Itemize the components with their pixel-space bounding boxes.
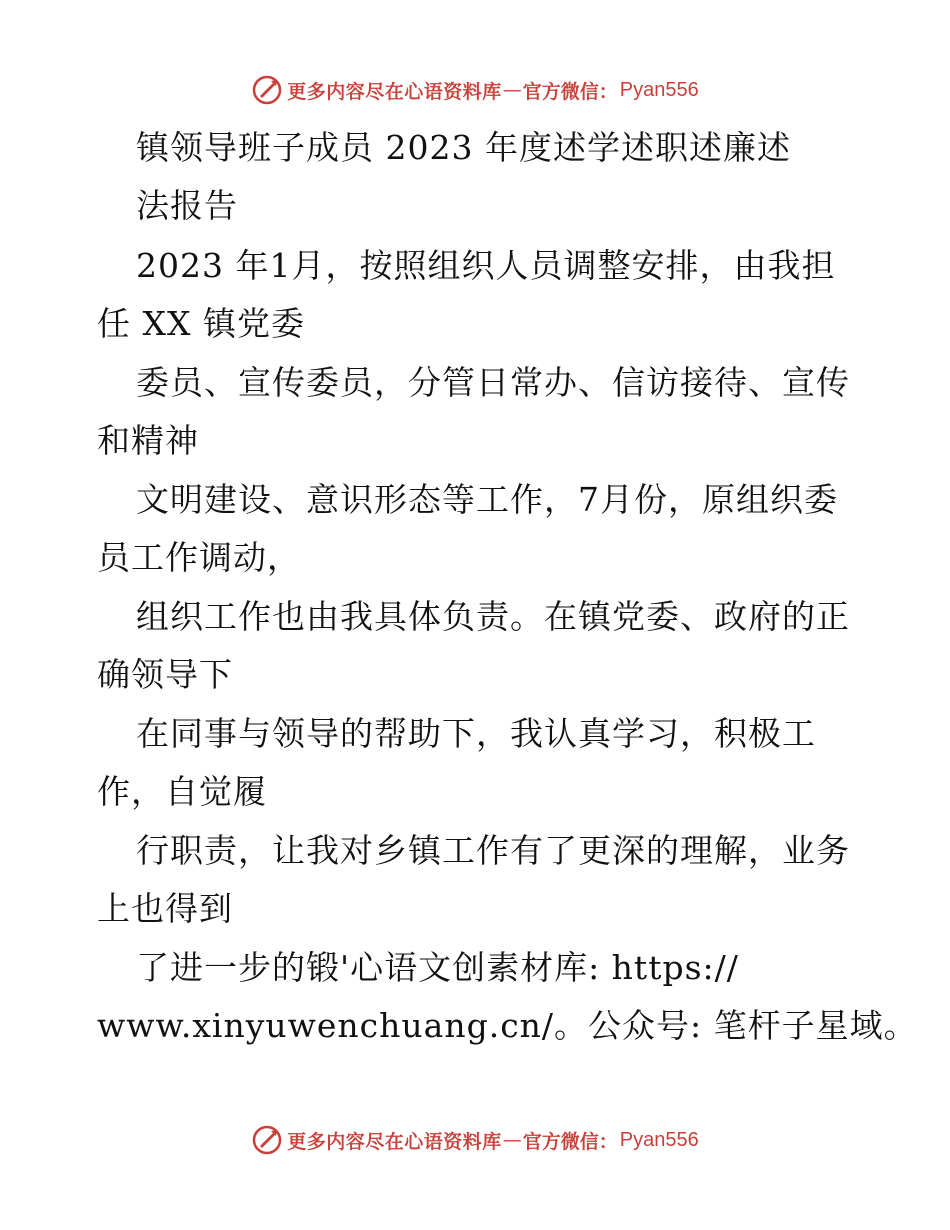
banner-wechat-id: Pyan556: [619, 78, 699, 101]
banner-label: 官方微信：: [522, 1130, 618, 1153]
paragraph-line: 了进一步的锻'心语文创素材库: https://: [136, 948, 739, 987]
paragraph-line: 上也得到: [97, 889, 233, 928]
paragraph-line: 行职责，让我对乡镇工作有了更深的理解，业务: [136, 831, 850, 870]
paragraph-line: 文明建设、意识形态等工作，7月份，原组织委: [136, 480, 838, 519]
banner-main-text: 更多内容尽在心语资料库: [287, 1130, 502, 1153]
title-line-1: 镇领导班子成员 2023 年度述学述职述廉述: [136, 128, 791, 167]
paragraph-line: 2023 年1月，按照组织人员调整安排，由我担: [136, 246, 836, 285]
paragraph-line: 任 XX 镇党委: [97, 304, 305, 343]
paragraph-line: 确领导下: [97, 655, 233, 694]
paragraph-line: 作，自觉履: [97, 772, 267, 811]
footer-banner: [0, 1120, 950, 1160]
paragraph-line: 组织工作也由我具体负责。在镇党委、政府的正: [136, 597, 850, 636]
paragraph-line: 在同事与领导的帮助下，我认真学习，积极工: [136, 714, 816, 753]
paragraph-line: 员工作调动，: [97, 538, 301, 577]
paragraph-line: 和精神: [97, 421, 199, 460]
paragraph-line: www.xinyuwenchuang.cn/。公众号: 笔杆子星域。: [97, 1006, 918, 1045]
banner-main-text: 更多内容尽在心语资料库: [287, 80, 502, 103]
banner-dash: —: [502, 1129, 522, 1151]
title-line-2: 法报告: [136, 186, 238, 225]
quill-logo-icon: [251, 1124, 283, 1156]
banner-label: 官方微信：: [522, 80, 618, 103]
paragraph-line: 委员、宣传委员，分管日常办、信访接待、宣传: [136, 363, 850, 402]
banner-wechat-id: Pyan556: [619, 1128, 699, 1151]
banner-dash: —: [502, 79, 522, 101]
